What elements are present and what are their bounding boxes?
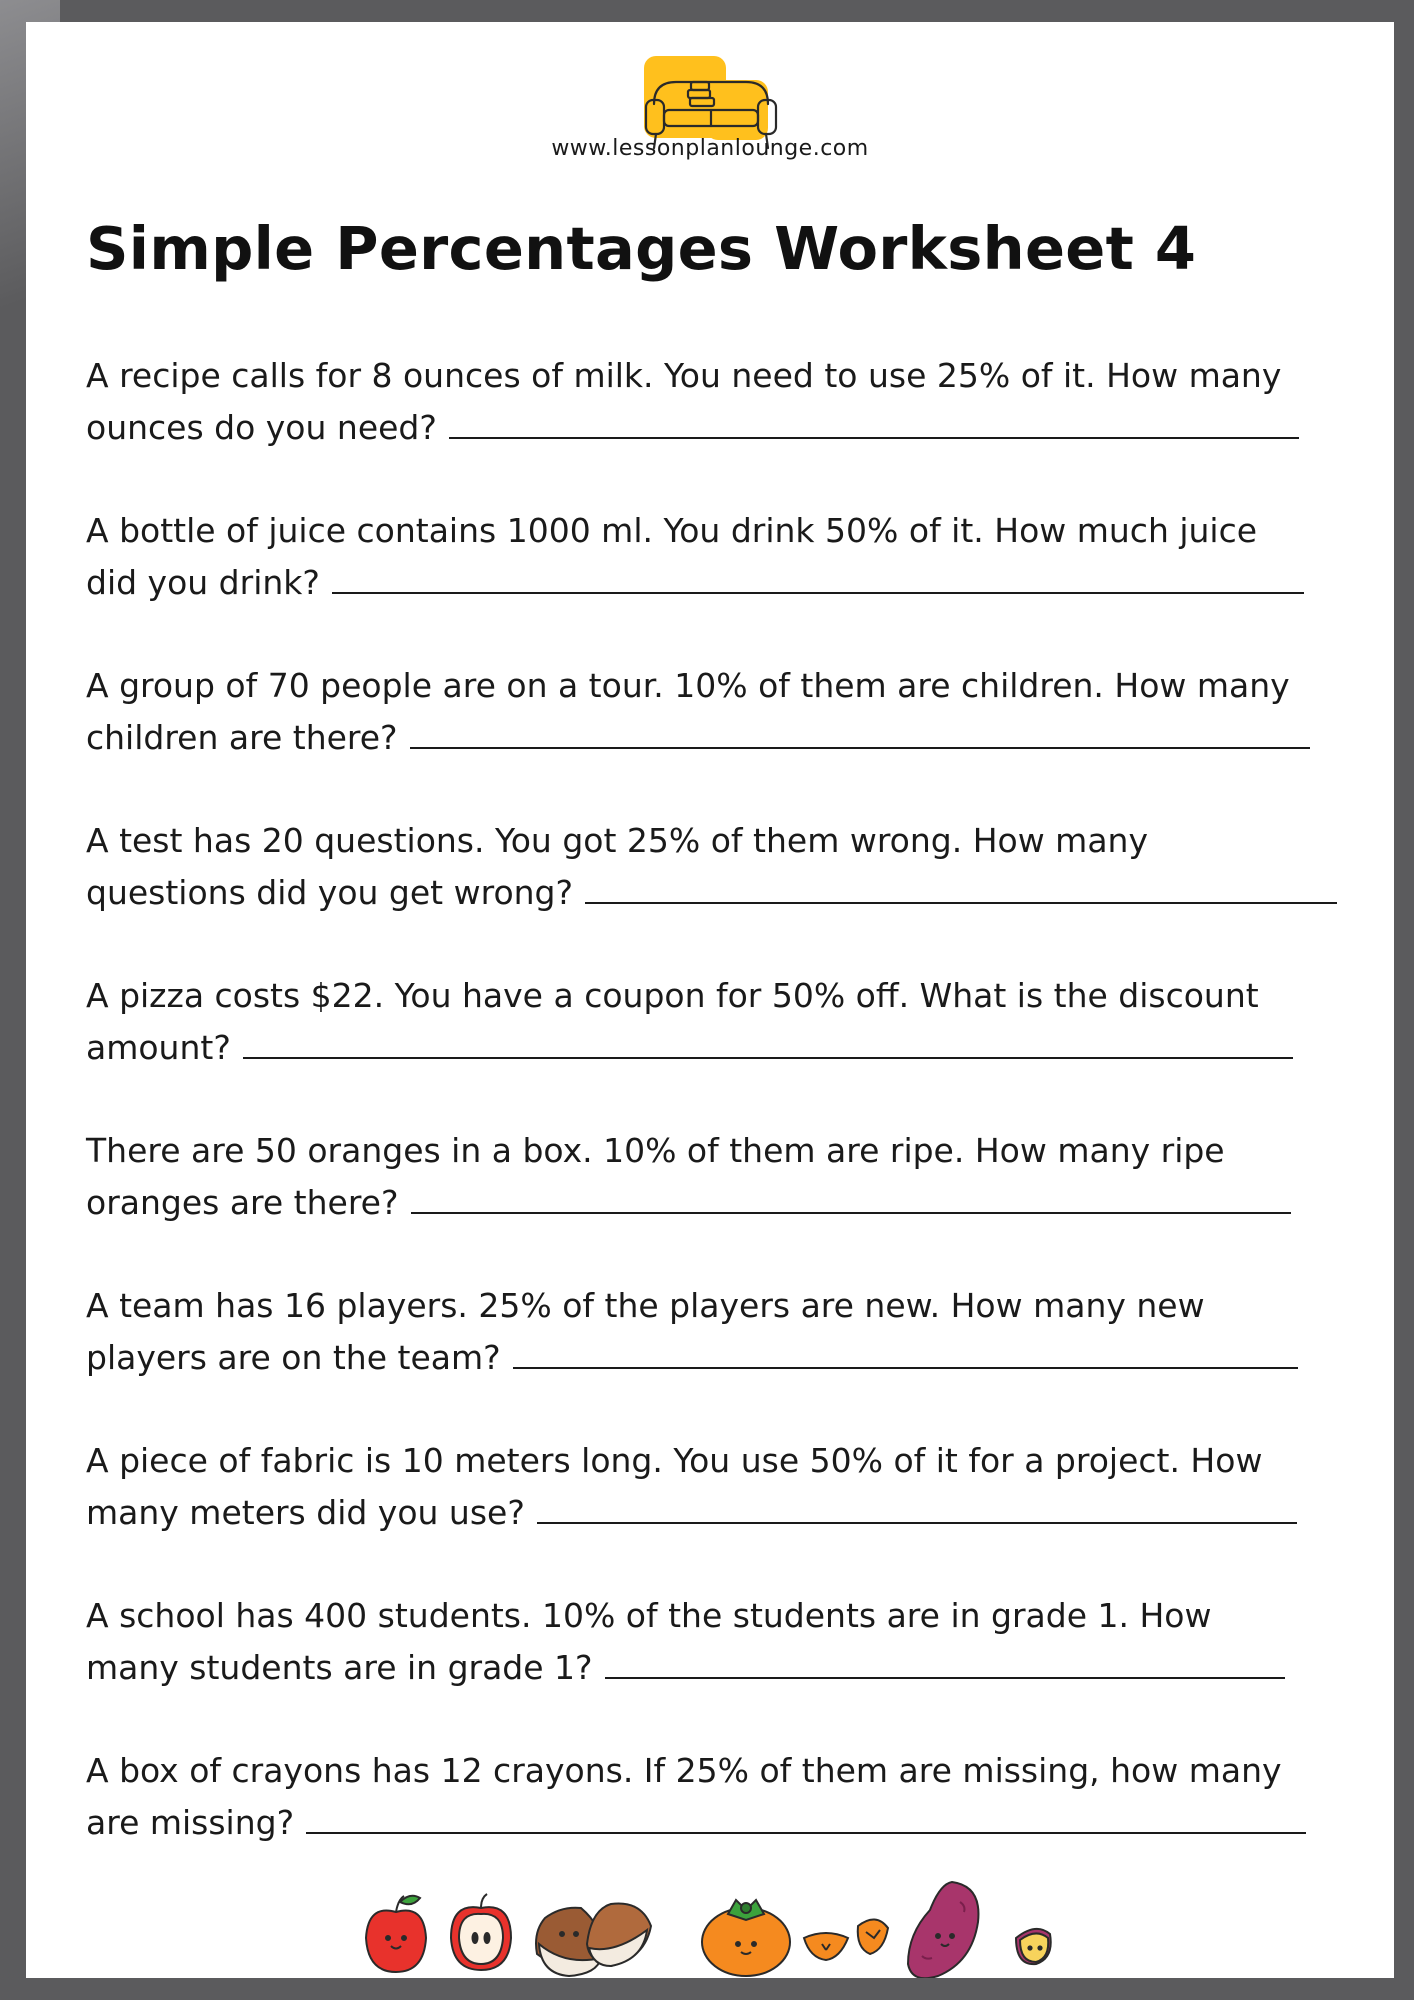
question-text: A school has 400 students. 10% of the students are in grade 1. How xyxy=(86,1596,1212,1635)
question-text: questions did you get wrong? xyxy=(86,873,574,912)
persimmon-icon xyxy=(702,1900,790,1976)
question-text: many students are in grade 1? xyxy=(86,1648,593,1687)
answer-blank[interactable] xyxy=(449,403,1299,439)
question-text: ounces do you need? xyxy=(86,408,437,447)
question-text: A piece of fabric is 10 meters long. You use 50% of it for a project. How xyxy=(86,1441,1263,1480)
question-text: children are there? xyxy=(86,718,398,757)
question-text: A pizza costs $22. You have a coupon for 50% off. What is the discount xyxy=(86,976,1259,1015)
answer-blank[interactable] xyxy=(306,1798,1306,1834)
question-text: A test has 20 questions. You got 25% of them wrong. How many xyxy=(86,821,1148,860)
question-7 xyxy=(86,1280,1376,1435)
sweet-potato-icon xyxy=(908,1882,978,1978)
question-10 xyxy=(86,1745,1376,1900)
question-8 xyxy=(86,1435,1376,1590)
food-illustrations xyxy=(356,1878,1116,1978)
question-text: oranges are there? xyxy=(86,1183,399,1222)
answer-blank[interactable] xyxy=(410,713,1310,749)
persimmon-slice-icon xyxy=(804,1919,888,1960)
page-title: Simple Percentages Worksheet 4 xyxy=(86,214,1197,283)
answer-blank[interactable] xyxy=(332,558,1304,594)
question-1 xyxy=(86,350,1376,505)
question-6 xyxy=(86,1125,1376,1280)
question-text: A box of crayons has 12 crayons. If 25% of them are missing, how many xyxy=(86,1751,1282,1790)
question-text: players are on the team? xyxy=(86,1338,501,1377)
site-url[interactable]: www.lessonplanlounge.com xyxy=(551,136,869,161)
question-2 xyxy=(86,505,1376,660)
question-4 xyxy=(86,815,1376,970)
question-text: A recipe calls for 8 ounces of milk. You need to use 25% of it. How many xyxy=(86,356,1282,395)
answer-blank[interactable] xyxy=(585,868,1337,904)
sweet-potato-slice-icon xyxy=(1016,1929,1051,1964)
question-5 xyxy=(86,970,1376,1125)
answer-blank[interactable] xyxy=(243,1023,1293,1059)
question-3 xyxy=(86,660,1376,815)
answer-blank[interactable] xyxy=(411,1178,1291,1214)
question-text: A team has 16 players. 25% of the players are new. How many new xyxy=(86,1286,1205,1325)
question-text: There are 50 oranges in a box. 10% of them are ripe. How many ripe xyxy=(86,1131,1225,1170)
question-text: are missing? xyxy=(86,1803,295,1842)
question-9 xyxy=(86,1590,1376,1745)
question-text: did you drink? xyxy=(86,563,320,602)
worksheet-page xyxy=(26,22,1394,1978)
question-text: many meters did you use? xyxy=(86,1493,525,1532)
question-text: A group of 70 people are on a tour. 10% of them are children. How many xyxy=(86,666,1290,705)
question-text: amount? xyxy=(86,1028,231,1067)
chestnut-icon xyxy=(536,1903,651,1976)
answer-blank[interactable] xyxy=(605,1643,1285,1679)
apple-icon xyxy=(366,1896,426,1972)
apple-slice-icon xyxy=(451,1894,511,1970)
answer-blank[interactable] xyxy=(513,1333,1298,1369)
question-text: A bottle of juice contains 1000 ml. You drink 50% of it. How much juice xyxy=(86,511,1258,550)
question-list xyxy=(86,350,1376,1900)
answer-blank[interactable] xyxy=(537,1488,1297,1524)
